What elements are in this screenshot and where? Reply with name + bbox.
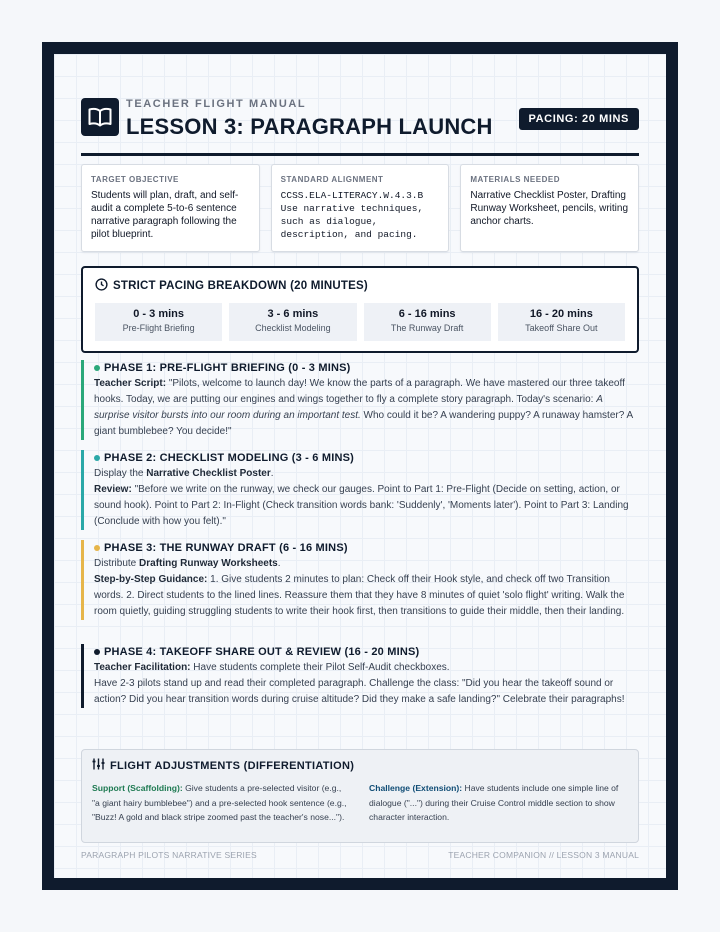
card-text: Students will plan, draft, and self-audit a complete 5-to-6 sentence narrative paragraph following the pilot blueprint.: [91, 190, 239, 240]
phase-3: [81, 540, 639, 620]
footer-manual: TEACHER COMPANION // LESSON 3 MANUAL: [448, 850, 639, 860]
pacing-title: STRICT PACING BREAKDOWN (20 MINUTES): [113, 280, 368, 292]
header: [81, 86, 639, 156]
phase-material: Narrative Checklist Poster: [146, 468, 271, 479]
pacing-badge: PACING: 20 MINS: [519, 108, 639, 130]
phase-text: .: [270, 468, 274, 479]
phase-text: "Pilots, welcome to launch day! We know the parts of a paragraph. We have mastered our three takeoff hooks. Today, we are putting our engines and wings together to fly a complete story paragraph. Today's scenario:: [94, 378, 625, 405]
phase-body: [94, 482, 639, 530]
pacing-name: Pre-Flight Briefing: [122, 323, 195, 333]
pacing-name: Takeoff Share Out: [525, 323, 598, 333]
materials-card: [460, 164, 639, 252]
pacing-heading: [95, 278, 625, 294]
header-eyebrow: TEACHER FLIGHT MANUAL: [126, 98, 307, 110]
phase-body: Have 2-3 pilots stand up and read their completed paragraph. Challenge the class: "Did you hear the takeoff sound or action? Did you hear transition words during cruise altitude? Did they make a safe landing?" Celebrate their paragraphs!: [94, 678, 625, 705]
phase-title: PHASE 4: TAKEOFF SHARE OUT & REVIEW (16 - 20 MINS): [104, 646, 420, 658]
phase-text: Display the: [94, 468, 147, 479]
pacing-grid: [95, 303, 625, 341]
phase-intro: [94, 466, 639, 482]
phase-text: Distribute: [94, 558, 140, 569]
phase-dot-icon: [94, 649, 100, 655]
card-label: MATERIALS NEEDED: [470, 175, 560, 184]
card-label: TARGET OBJECTIVE: [91, 175, 179, 184]
open-book-icon: [81, 98, 119, 136]
phase-heading: [94, 360, 639, 376]
phase-label: Teacher Facilitation:: [94, 662, 191, 673]
adjust-grid: [92, 781, 628, 825]
adjust-heading: [92, 758, 628, 773]
pacing-range: 0 - 3 mins: [133, 308, 184, 320]
phase-text: "Before we write on the runway, we check our gauges. Point to Part 1: Pre-Flight (Decide on setting, action, or sound hook). Point to Part 2: In-Flight (Check transition words bank: 'Suddenly', 'Moments later'). Point to Part 3: Landing (Conclude with how you felt).": [94, 484, 629, 527]
phase-heading: [94, 540, 639, 556]
phase-dot-icon: [94, 365, 100, 371]
card-label: STANDARD ALIGNMENT: [280, 175, 384, 184]
page-title: LESSON 3: PARAGRAPH LAUNCH: [126, 114, 493, 139]
clock-icon: [95, 278, 108, 294]
phase-text: Who could it be? A wandering puppy? A runaway hamster? A giant bumblebee? You decide!": [94, 410, 633, 437]
standard-card: [271, 164, 450, 252]
footer-series: PARAGRAPH PILOTS NARRATIVE SERIES: [81, 850, 257, 860]
phase-4: [81, 644, 639, 708]
sliders-icon: [92, 758, 105, 773]
pacing-name: Checklist Modeling: [255, 323, 331, 333]
challenge-column: [369, 781, 628, 825]
phase-heading: [94, 644, 639, 660]
phase-heading: [94, 450, 639, 466]
challenge-text: Have students include one simple line of dialogue ("...") during their Cruise Control middle section to show character interaction.: [369, 783, 619, 822]
adjust-title: FLIGHT ADJUSTMENTS (DIFFERENTIATION): [110, 759, 355, 772]
phase-body: [94, 376, 639, 440]
page-frame: [42, 42, 678, 890]
phase-material: Drafting Runway Worksheets: [139, 558, 278, 569]
phase-body: [94, 660, 639, 676]
phase-title: PHASE 3: THE RUNWAY DRAFT (6 - 16 MINS): [104, 542, 348, 554]
phase-label: Teacher Script:: [94, 378, 167, 389]
pacing-range: 6 - 16 mins: [398, 308, 456, 320]
card-text: Narrative Checklist Poster, Drafting Runway Worksheet, pencils, writing anchor charts.: [470, 190, 628, 227]
phase-label: Step-by-Step Guidance:: [94, 574, 208, 585]
support-label: Support (Scaffolding):: [92, 783, 183, 793]
phase-text: Have students complete their Pilot Self-Audit checkboxes.: [190, 662, 450, 673]
phase-1: [81, 360, 639, 440]
pacing-block: [229, 303, 356, 341]
pacing-name: The Runway Draft: [390, 323, 464, 333]
pacing-block: [364, 303, 491, 341]
phase-body: [94, 572, 639, 620]
phase-intro: [94, 556, 639, 572]
phase-title: PHASE 2: CHECKLIST MODELING (3 - 6 MINS): [104, 452, 355, 464]
manual-page: [54, 54, 666, 878]
pacing-block: [95, 303, 222, 341]
card-text: CCSS.ELA-LITERACY.W.4.3.B Use narrative techniques, such as dialogue, description, and pacing.: [280, 190, 424, 240]
challenge-label: Challenge (Extension):: [369, 783, 463, 793]
footer: [81, 850, 639, 860]
pacing-breakdown: [81, 266, 639, 353]
phase-2: [81, 450, 639, 530]
phase-dot-icon: [94, 545, 100, 551]
objective-card: [81, 164, 260, 252]
info-cards: [81, 164, 639, 252]
phase-title: PHASE 1: PRE-FLIGHT BRIEFING (0 - 3 MINS): [104, 362, 351, 374]
pacing-range: 16 - 20 mins: [529, 308, 593, 320]
pacing-range: 3 - 6 mins: [267, 308, 319, 320]
support-column: [92, 781, 351, 825]
flight-adjustments: [81, 749, 639, 843]
pacing-block: [498, 303, 625, 341]
phase-scenario: A surprise visitor bursts into our room during an important test.: [94, 394, 603, 421]
phase-dot-icon: [94, 455, 100, 461]
phase-label: Review:: [94, 484, 132, 495]
support-text: Give students a pre-selected visitor (e.g., "a giant hairy bumblebee") and a pre-selected hook sentence (e.g., "Buzz! A gold and black stripe zoomed past the teacher's nose...").: [92, 783, 347, 822]
phase-text: 1. Give students 2 minutes to plan: Check off their Hook style, and check off two Transition words. 2. Direct students to the lined lines. Reassure them that they have 8 minutes of quiet 'solo flight' writing. Walk the room quietly, guiding struggling students to write their hook first, then transitions to guide their middle, then their landing.: [94, 574, 625, 617]
phase-text: .: [277, 558, 281, 569]
